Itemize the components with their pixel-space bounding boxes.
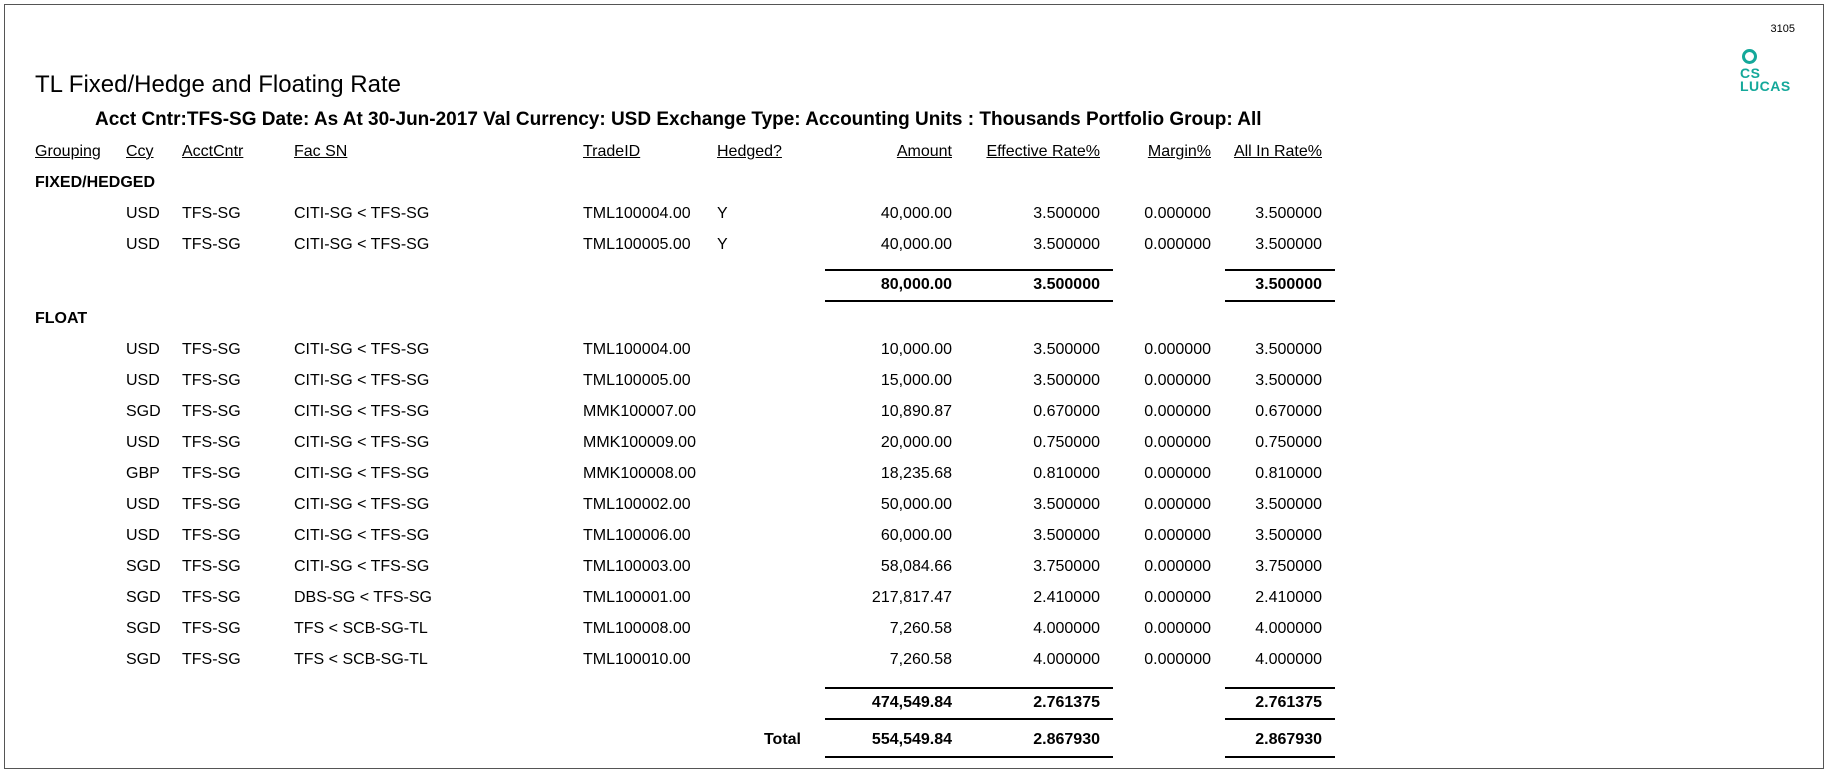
- cell-facsn: DBS-SG < TFS-SG: [294, 589, 432, 606]
- cell-effective-rate: 0.810000: [1033, 465, 1100, 482]
- cell-margin: 0.000000: [1144, 434, 1211, 451]
- subtotal-rule-bottom: [967, 718, 1113, 720]
- cell-all-in-rate: 0.810000: [1255, 465, 1322, 482]
- cell-acctcntr: TFS-SG: [182, 434, 241, 451]
- cell-effective-rate: 2.410000: [1033, 589, 1100, 606]
- subtotal-rule-top: [825, 269, 967, 271]
- cell-ccy: GBP: [126, 465, 160, 482]
- cell-amount: 7,260.58: [889, 651, 952, 668]
- subtotal-effective-rate: 2.761375: [1033, 694, 1100, 711]
- cell-tradeid: MMK100007.00: [583, 403, 696, 420]
- cell-all-in-rate: 0.670000: [1255, 403, 1322, 420]
- cell-ccy: SGD: [126, 651, 161, 668]
- subtotal-rule-top: [967, 687, 1113, 689]
- cell-tradeid: TML100001.00: [583, 589, 691, 606]
- total-rule-bottom: [825, 756, 967, 758]
- cell-all-in-rate: 4.000000: [1255, 651, 1322, 668]
- cell-acctcntr: TFS-SG: [182, 205, 241, 222]
- cell-amount: 40,000.00: [880, 236, 952, 253]
- cell-amount: 10,000.00: [880, 341, 952, 358]
- cell-effective-rate: 3.500000: [1033, 496, 1100, 513]
- logo-text: CS LUCAS: [1740, 65, 1791, 94]
- total-label: Total: [763, 731, 801, 748]
- cell-tradeid: TML100010.00: [583, 651, 691, 668]
- cell-hedged: Y: [717, 205, 728, 222]
- cell-margin: 0.000000: [1144, 589, 1211, 606]
- subtotal-all-in-rate: 3.500000: [1255, 276, 1322, 293]
- cell-ccy: USD: [126, 205, 160, 222]
- subtotal-rule-bottom: [967, 300, 1113, 302]
- total-amount: 554,549.84: [871, 731, 952, 748]
- cell-margin: 0.000000: [1144, 205, 1211, 222]
- cell-acctcntr: TFS-SG: [182, 558, 241, 575]
- header-acctcntr: AcctCntr: [182, 143, 244, 160]
- page-number: 3105: [1770, 23, 1795, 35]
- cell-margin: 0.000000: [1144, 651, 1211, 668]
- logo-ring-icon: [1742, 49, 1757, 64]
- subtotal-effective-rate: 3.500000: [1033, 276, 1100, 293]
- cell-amount: 60,000.00: [880, 527, 952, 544]
- cell-acctcntr: TFS-SG: [182, 372, 241, 389]
- cell-facsn: CITI-SG < TFS-SG: [294, 465, 430, 482]
- subtotal-rule-bottom: [825, 300, 967, 302]
- header-grouping: Grouping: [35, 143, 101, 160]
- subtotal-rule-bottom: [1225, 718, 1335, 720]
- cell-facsn: TFS < SCB-SG-TL: [294, 651, 428, 668]
- cell-margin: 0.000000: [1144, 620, 1211, 637]
- cell-hedged: Y: [717, 236, 728, 253]
- subtotal-amount: 474,549.84: [871, 694, 952, 711]
- cell-tradeid: TML100005.00: [583, 372, 691, 389]
- cell-ccy: USD: [126, 341, 160, 358]
- cell-margin: 0.000000: [1144, 236, 1211, 253]
- cell-facsn: TFS < SCB-SG-TL: [294, 620, 428, 637]
- cell-facsn: CITI-SG < TFS-SG: [294, 341, 430, 358]
- total-effective-rate: 2.867930: [1033, 731, 1100, 748]
- cell-effective-rate: 4.000000: [1033, 620, 1100, 637]
- cell-acctcntr: TFS-SG: [182, 465, 241, 482]
- header-facsn: Fac SN: [294, 143, 348, 160]
- cell-facsn: CITI-SG < TFS-SG: [294, 205, 430, 222]
- cell-all-in-rate: 4.000000: [1255, 620, 1322, 637]
- cell-all-in-rate: 2.410000: [1255, 589, 1322, 606]
- cell-amount: 7,260.58: [889, 620, 952, 637]
- cell-effective-rate: 0.670000: [1033, 403, 1100, 420]
- cell-tradeid: TML100005.00: [583, 236, 691, 253]
- cell-all-in-rate: 3.500000: [1255, 527, 1322, 544]
- total-rule-bottom: [1225, 756, 1335, 758]
- cell-effective-rate: 3.500000: [1033, 372, 1100, 389]
- cell-facsn: CITI-SG < TFS-SG: [294, 496, 430, 513]
- cell-all-in-rate: 3.500000: [1255, 205, 1322, 222]
- subtotal-rule-top: [1225, 269, 1335, 271]
- cell-all-in-rate: 3.750000: [1255, 558, 1322, 575]
- cell-amount: 217,817.47: [871, 589, 952, 606]
- cell-amount: 58,084.66: [880, 558, 952, 575]
- cell-tradeid: TML100006.00: [583, 527, 691, 544]
- header-effective-rate: Effective Rate%: [986, 143, 1100, 160]
- cell-effective-rate: 3.500000: [1033, 341, 1100, 358]
- cell-amount: 18,235.68: [880, 465, 952, 482]
- cell-ccy: SGD: [126, 403, 161, 420]
- cell-facsn: CITI-SG < TFS-SG: [294, 434, 430, 451]
- cell-acctcntr: TFS-SG: [182, 651, 241, 668]
- cell-acctcntr: TFS-SG: [182, 620, 241, 637]
- cell-effective-rate: 0.750000: [1033, 434, 1100, 451]
- group-label: FIXED/HEDGED: [35, 174, 156, 191]
- subtotal-rule-bottom: [1225, 300, 1335, 302]
- subtotal-rule-top: [825, 687, 967, 689]
- subtotal-rule-top: [1225, 687, 1335, 689]
- header-amount: Amount: [896, 143, 952, 160]
- header-tradeid: TradeID: [583, 143, 641, 160]
- group-label: FLOAT: [35, 310, 88, 327]
- total-all-in-rate: 2.867930: [1255, 731, 1322, 748]
- cell-acctcntr: TFS-SG: [182, 403, 241, 420]
- cell-margin: 0.000000: [1144, 403, 1211, 420]
- cell-ccy: USD: [126, 496, 160, 513]
- report-page: [4, 4, 1824, 769]
- cell-ccy: USD: [126, 236, 160, 253]
- cell-effective-rate: 3.500000: [1033, 205, 1100, 222]
- cell-acctcntr: TFS-SG: [182, 236, 241, 253]
- subtotal-rule-bottom: [825, 718, 967, 720]
- cell-effective-rate: 4.000000: [1033, 651, 1100, 668]
- cell-tradeid: TML100003.00: [583, 558, 691, 575]
- cell-ccy: SGD: [126, 589, 161, 606]
- cell-amount: 20,000.00: [880, 434, 952, 451]
- cell-margin: 0.000000: [1144, 496, 1211, 513]
- cell-acctcntr: TFS-SG: [182, 527, 241, 544]
- header-hedged: Hedged?: [717, 143, 782, 160]
- cell-tradeid: TML100004.00: [583, 205, 691, 222]
- cell-amount: 40,000.00: [880, 205, 952, 222]
- cell-margin: 0.000000: [1144, 527, 1211, 544]
- cell-tradeid: MMK100008.00: [583, 465, 696, 482]
- cell-acctcntr: TFS-SG: [182, 341, 241, 358]
- subtotal-amount: 80,000.00: [880, 276, 952, 293]
- cell-margin: 0.000000: [1144, 558, 1211, 575]
- cell-ccy: USD: [126, 434, 160, 451]
- cell-tradeid: TML100008.00: [583, 620, 691, 637]
- cell-effective-rate: 3.500000: [1033, 236, 1100, 253]
- header-ccy: Ccy: [126, 143, 154, 160]
- subtotal-rule-top: [967, 269, 1113, 271]
- cell-facsn: CITI-SG < TFS-SG: [294, 527, 430, 544]
- cell-margin: 0.000000: [1144, 341, 1211, 358]
- cell-tradeid: TML100002.00: [583, 496, 691, 513]
- cell-margin: 0.000000: [1144, 465, 1211, 482]
- header-all-in-rate: All In Rate%: [1233, 143, 1322, 160]
- cell-effective-rate: 3.500000: [1033, 527, 1100, 544]
- cell-acctcntr: TFS-SG: [182, 589, 241, 606]
- cell-tradeid: MMK100009.00: [583, 434, 696, 451]
- cell-facsn: CITI-SG < TFS-SG: [294, 558, 430, 575]
- cell-facsn: CITI-SG < TFS-SG: [294, 236, 430, 253]
- cell-margin: 0.000000: [1144, 372, 1211, 389]
- report-subtitle: Acct Cntr:TFS-SG Date: As At 30-Jun-2017 Val Currency: USD Exchange Type: Accounting Units : Thousands Portfolio Group: All: [95, 109, 1262, 130]
- cell-amount: 50,000.00: [880, 496, 952, 513]
- cell-acctcntr: TFS-SG: [182, 496, 241, 513]
- cell-all-in-rate: 3.500000: [1255, 372, 1322, 389]
- header-margin: Margin%: [1147, 143, 1211, 160]
- subtotal-all-in-rate: 2.761375: [1255, 694, 1322, 711]
- cell-ccy: SGD: [126, 558, 161, 575]
- cell-ccy: USD: [126, 372, 160, 389]
- cell-all-in-rate: 3.500000: [1255, 341, 1322, 358]
- cell-all-in-rate: 3.500000: [1255, 496, 1322, 513]
- total-rule-bottom: [967, 756, 1113, 758]
- cell-effective-rate: 3.750000: [1033, 558, 1100, 575]
- cell-facsn: CITI-SG < TFS-SG: [294, 372, 430, 389]
- cell-amount: 15,000.00: [880, 372, 952, 389]
- cell-ccy: USD: [126, 527, 160, 544]
- cell-ccy: SGD: [126, 620, 161, 637]
- cell-all-in-rate: 3.500000: [1255, 236, 1322, 253]
- cell-all-in-rate: 0.750000: [1255, 434, 1322, 451]
- cell-facsn: CITI-SG < TFS-SG: [294, 403, 430, 420]
- report-title: TL Fixed/Hedge and Floating Rate: [35, 71, 401, 98]
- cell-amount: 10,890.87: [880, 403, 952, 420]
- cell-tradeid: TML100004.00: [583, 341, 691, 358]
